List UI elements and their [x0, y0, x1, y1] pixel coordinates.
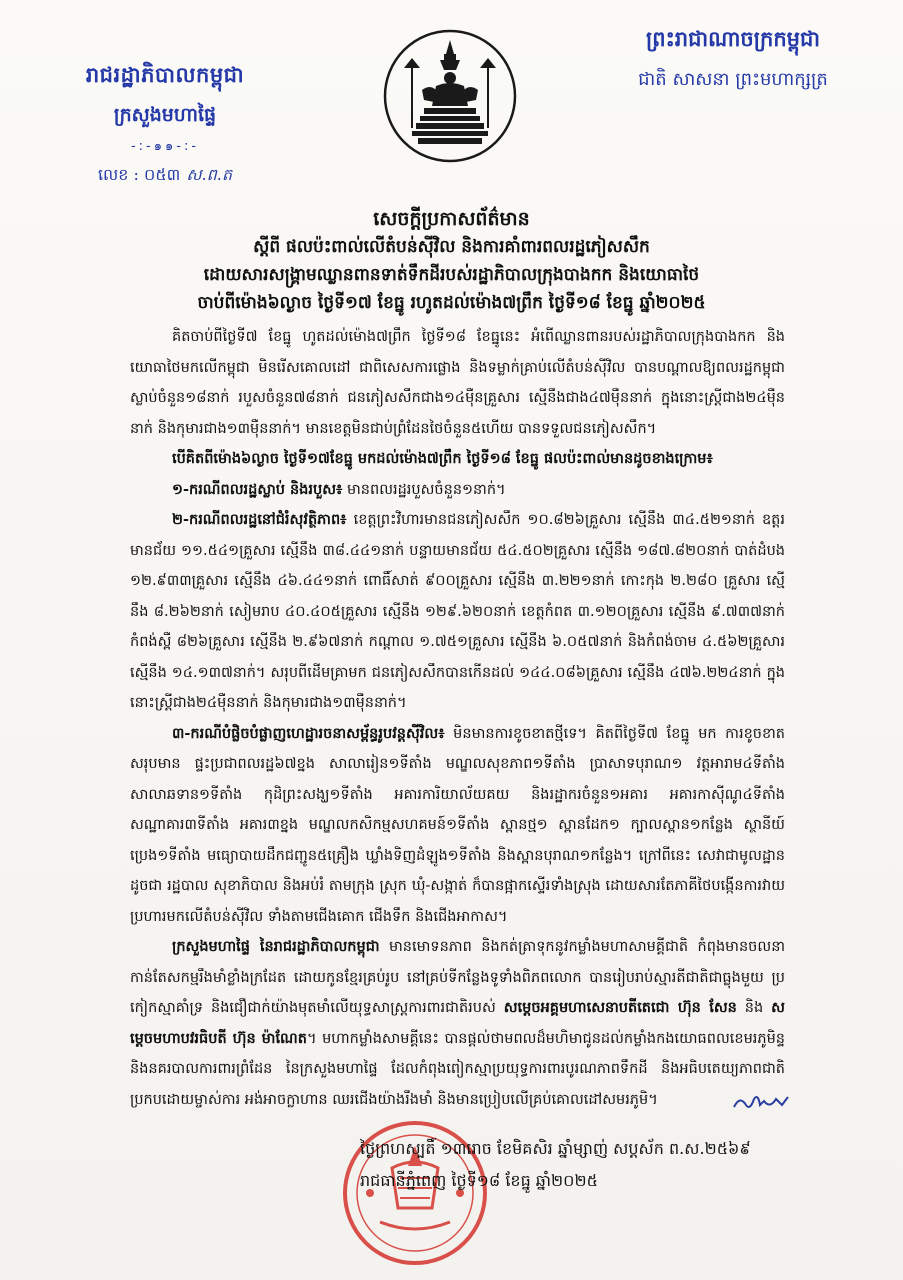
casualties-heading: ១-ករណីពលរដ្ឋស្លាប់ និងរបួស៖: [172, 480, 343, 498]
national-motto: ជាតិ សាសនា ព្រះមហាក្សត្រ: [638, 69, 828, 90]
header-ornament: -:-๑๑-:-: [130, 139, 200, 154]
title-line-4: ចាប់ពីម៉ោង៦ល្ងាច ថ្ងៃទី១៧ ខែធ្នូ រហូតដល់ម៉ោង៧ព្រឹក ថ្ងៃទី១៨ ខែធ្នូ ឆ្នាំ២០២៥: [197, 293, 706, 313]
handwritten-initials-icon: [730, 1091, 790, 1115]
paragraph-ministry-statement: [130, 932, 785, 1115]
reference-label: លេខ : ០៥៣: [97, 165, 181, 184]
title-line-1: សេចក្តីប្រកាសព័ត៌មាន: [373, 208, 530, 230]
damage-heading: ៣-ករណីបំផ្លិចបំផ្លាញហេដ្ឋារចនាសម្ព័ន្ធរូបវន្តស៊ីវិល៖: [172, 724, 445, 742]
document-body: [130, 322, 785, 1115]
paragraph-intro: គិតចាប់ពីថ្ងៃទី៧ ខែធ្នូ ហូតដល់ម៉ោង៧ព្រឹក ថ្ងៃទី១៨ ខែធ្នូនេះ អំពើឈ្លានពានរបស់រដ្ឋាភិបាលក្រុងបាងកក និងយោធាថៃមកលើកម្ពុជា មិនរើសគោលដៅ ជាពិសេសការផ្លោង និងទម្លាក់គ្រាប់លើតំបន់ស៊ីវិល បានបណ្តាលឱ្យពលរដ្ឋកម្ពុជាស្លាប់ចំនួន១៨នាក់ របួសចំនួន៧៨នាក់ ជនភៀសសឹកជាង១៤ម៉ឺនគ្រួសារ ស្មើនឹងជាង៤៧ម៉ឺននាក់ ក្នុងនោះស្ត្រីជាង២៤ម៉ឺននាក់ និងកុមារជាង១៣ម៉ឺននាក់។ មានខេត្តមិនជាប់ព្រំដែនថៃចំនួន៥ហើយ បានទទួលជនភៀសសឹក។: [130, 329, 785, 437]
title-line-2: ស្តីពី ផលប៉ះពាល់លើតំបន់ស៊ីវិល និងការគាំពារពលរដ្ឋភៀសសឹក: [253, 237, 650, 257]
reference-handwritten: ស.ព.ត: [186, 165, 233, 184]
damage-text: មិនមានការខូចខាតថ្មីទេ។ គិតពីថ្ងៃទី៧ ខែធ្នូ មក ការខូចខាតសរុបមាន ផ្ទះប្រជាពលរដ្ឋ៦៧ខ្នង សាលារៀន១ទីតាំង មណ្ឌលសុខភាព១ទីតាំង ប្រាសាទបុរាណ១ វត្តអារាម៤ទីតាំង សាលាឆទាន១ទីតាំង កុដិព្រះសង្ឃ១ទីតាំង អគារការិយាល័យគយ និងរដ្ឋាករចំនួន១អគារ អគារកាស៊ីណូ៤ទីតាំង សណ្ឋាគារ៣ទីតាំង អគារ៣ខ្នង មណ្ឌលកសិកម្មសហគមន៍១ទីតាំង ស្ពានថ្ម១ ស្ពានដែក១ ក្បាលស្ពាន១កន្លែង ស្ថានីយ៍ប្រេង១ទីតាំង មធ្យោបាយដឹកជញ្ជូន៥គ្រឿង ឃ្លាំងទិញដំឡូង១ទីតាំង និងស្ពានបុរាណ១កន្លែង។ ក្រៅពីនេះ សេវាជាមូលដ្ឋាន ដូចជា រដ្ឋបាល សុខាភិបាល និងអប់រំ តាមក្រុង ស្រុក ឃុំ-សង្កាត់ ក៏បានផ្អាកស្ទើរទាំងស្រុង ដោយសារតែភាគីថៃបង្កើនការវាយប្រហារមកលើតំបន់ស៊ីវិល ទាំងតាមជើងគោក ជើងទឹក និងជើងអាកាស។: [130, 725, 785, 925]
government-name: រាជរដ្ឋាភិបាលកម្ពុជា: [85, 62, 245, 87]
closing-place-date: រាជធានីភ្នំពេញ ថ្ងៃទី១៨ ខែធ្នូ ឆ្នាំ២០២៥: [360, 1171, 598, 1190]
title-line-3: ដោយសារសង្គ្រាមឈ្លានពានទាត់ទឹកដីរបស់រដ្ឋាភិបាលក្រុងបាងកក និងយោធាថៃ: [203, 265, 700, 285]
ministry-statement-conjunction: និង: [736, 1000, 772, 1016]
ministry-statement-tail: ។ មហាកម្លាំងសាមគ្គីនេះ បានផ្តល់ថាមពលដ៏មហិមាជូនដល់កម្លាំងកងយោធពលខេមរភូមិន្ទ និងនគរបាលការពារព្រំដែន នៃក្រសួងមហាផ្ទៃ ដែលកំពុងពៀកស្មាប្រយុទ្ធការពារបូរណភាពទឹកដី និងអធិបតេយ្យភាពជាតិ ប្រកបដោយម្ចាស់ការ អង់អាចក្លាហាន ឈរជើងយ៉ាងរឹងមាំ និងមានប្រៀបលើគ្រប់គោលដៅសមរភូមិ។: [130, 1030, 785, 1108]
casualties-text: មានពលរដ្ឋរបួសចំនួន១នាក់។: [342, 481, 506, 498]
header-left: [50, 62, 280, 188]
ministry-name: ក្រសួងមហាផ្ទៃ: [113, 104, 217, 126]
leader-name-2: សម្តេចមហាបវរធិបតី ហ៊ុន ម៉ាណែត: [130, 999, 785, 1047]
document-title: [120, 205, 783, 317]
header-right: [593, 26, 873, 94]
ministry-statement-text: មានមោទនភាព និងកត់ត្រាទុកនូវកម្លាំងមហាសាមគ្គីជាតិ កំពុងមានចលនាកាន់តែសកម្មរឹងមាំខ្លាំងក្រដែត ដោយកូនខ្មែរគ្រប់រូប នៅគ្រប់ទីកន្លែងទូទាំងពិភពលោក បានរៀបរាប់ស្មារតីជាតិជាធ្លុងមួយ ប្រកៀកស្មាគាំទ្រ និងជឿជាក់យ៉ាងមុតមាំលើយុទ្ធសាស្រ្តការពារជាតិរបស់: [130, 939, 785, 1016]
displaced-heading: ២-ករណីពលរដ្ឋនៅជំរំសុវត្ថិភាព៖: [172, 511, 347, 528]
paragraph-casualties: [130, 475, 785, 506]
paragraph-period: បើគិតពីម៉ោង៦ល្ងាច ថ្ងៃទី១៧ខែធ្នូ មកដល់ម៉ោង៧ព្រឹក ថ្ងៃទី១៨ ខែធ្នូ ផលប៉ះពាល់មានដូចខាងក្រោម៖: [172, 450, 713, 467]
paragraph-displaced: [130, 505, 785, 719]
closing-lunar-date: ថ្ងៃព្រហស្បតិ៍ ១៣រោច ខែមិគសិរ ឆ្នាំម្សាញ់ សប្តស័ក ព.ស.២៥៦៩: [360, 1139, 751, 1158]
ministry-statement-heading: ក្រសួងមហាផ្ទៃ នៃរាជរដ្ឋាភិបាលកម្ពុជា: [172, 938, 380, 955]
paragraph-damage: [130, 719, 785, 933]
displaced-text: ខេត្តព្រះវិហារមានជនភៀសសឹក ១០.៨២៦គ្រួសារ ស្មើនឹង ៣៤.៥២១នាក់ ឧត្តរមានជ័យ ១១.៥៤១គ្រួសារ ស្មើនឹង ៣៨.៤៤១នាក់ បន្ទាយមានជ័យ ៥៤.៥០២គ្រួសារ ស្មើនឹង ១៨៧.៨២០នាក់ បាត់ដំបង ១២.៩៣៣គ្រួសារ ស្មើនឹង ៤៦.៤៤១នាក់ ពោធិ៍សាត់ ៩០០គ្រួសារ ស្មើនឹង ៣.២២១នាក់ កោះកុង ២.២៨០ គ្រួសារ ស្មើនឹង ៨.២៦២នាក់ សៀមរាប ៤០.៤០៥គ្រួសារ ស្មើនឹង ១២៩.៦២០នាក់ ខេត្តកំពត ៣.១២០គ្រួសារ ស្មើនឹង ៩.៧៣៧នាក់ កំពង់ស្ពឺ ៨២៦គ្រួសារ ស្មើនឹង ២.៩៦៧នាក់ កណ្តាល ១.៧៥១គ្រួសារ ស្មើនឹង ៦.០៥៧នាក់ និងកំពង់ចាម ៤.៥៦២គ្រួសារ ស្មើនឹង ១៤.១៣៧នាក់។ សរុបពីដើមគ្រាមក ជនភៀសសឹកបានកើនដល់ ១៤៤.០៨៦គ្រួសារ ស្មើនឹង ៤៧៦.២២៤នាក់ ក្នុងនោះស្ត្រីជាង២៤ម៉ឺននាក់ និងកុមារជាង១៣ម៉ឺននាក់។: [130, 512, 785, 711]
reference-number: [50, 164, 280, 188]
leader-name-1: សម្តេចអគ្គមហាសេនាបតីតេជោ ហ៊ុន សែន: [503, 999, 737, 1016]
royal-arms-emblem-icon: [382, 28, 518, 164]
kingdom-name: ព្រះរាជាណាចក្រកម្ពុជា: [645, 26, 820, 51]
